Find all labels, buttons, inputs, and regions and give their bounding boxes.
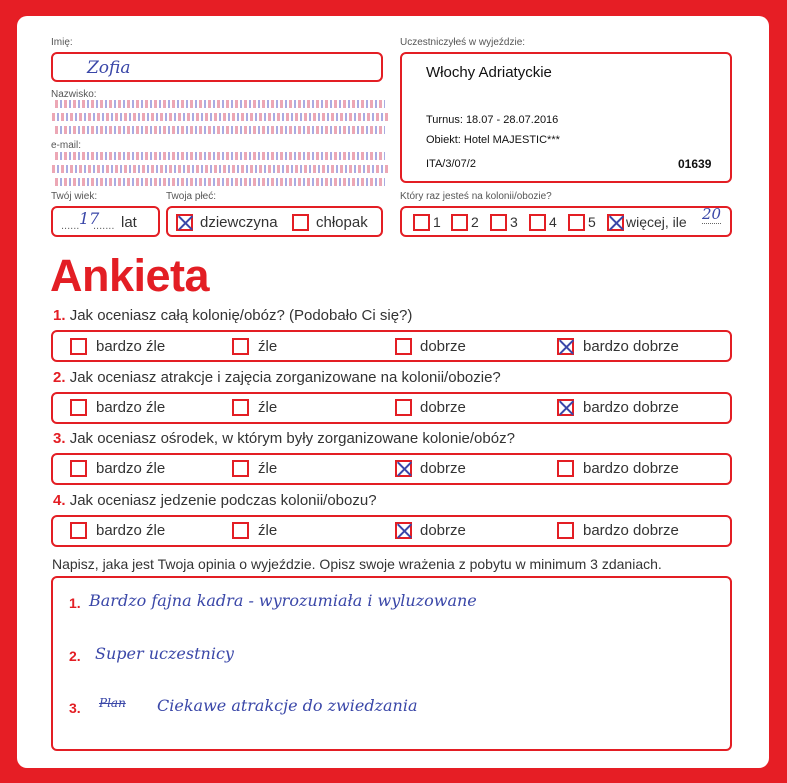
q2-checkbox-zle[interactable]: [232, 399, 249, 416]
q2-checkbox-bardzo-dobrze[interactable]: [557, 399, 574, 416]
opinion-line-2: Super uczestnicy: [95, 644, 234, 663]
q3-checkbox-zle[interactable]: [232, 460, 249, 477]
gender-label: Twoja płeć:: [166, 191, 217, 202]
times-checkbox-more[interactable]: [607, 214, 624, 231]
times-checkbox-4[interactable]: [529, 214, 546, 231]
gender-checkbox-female[interactable]: [176, 214, 193, 231]
times-checkbox-1[interactable]: [413, 214, 430, 231]
age-value: 17: [79, 209, 100, 228]
question-1: 1. Jak oceniasz całą kolonię/obóz? (Podobało Ci się?): [53, 307, 413, 324]
name-value: Zofia: [87, 58, 131, 78]
gender-male-label: chłopak: [316, 214, 368, 231]
q4-checkbox-bardzo-zle[interactable]: [70, 522, 87, 539]
times-checkbox-5[interactable]: [568, 214, 585, 231]
opinion-textarea[interactable]: 1. Bardzo fajna kadra - wyrozumiała i wyluzowane 2. Super uczestnicy 3. Plan Ciekawe atrakcje do zwiedzania: [51, 576, 732, 751]
q3-checkbox-bardzo-dobrze[interactable]: [557, 460, 574, 477]
survey-title: Ankieta: [50, 250, 210, 301]
q3-checkbox-bardzo-zle[interactable]: [70, 460, 87, 477]
q2-checkbox-dobrze[interactable]: [395, 399, 412, 416]
trip-turnus: Turnus: 18.07 - 28.07.2016: [426, 114, 559, 126]
trip-card: [400, 52, 732, 183]
times-value: 20: [702, 205, 722, 223]
age-unit: lat: [121, 214, 137, 231]
times-label: Który raz jesteś na kolonii/obozie?: [400, 191, 552, 202]
question-3: 3. Jak oceniasz ośrodek, w którym były zorganizowane kolonie/obóz?: [53, 430, 515, 447]
trip-code: ITA/3/07/2: [426, 158, 476, 170]
q4-checkbox-dobrze[interactable]: [395, 522, 412, 539]
question-4: 4. Jak oceniasz jedzenie podczas kolonii/obozu?: [53, 492, 377, 509]
opinion-line-1: Bardzo fajna kadra - wyrozumiała i wyluzowane: [89, 591, 477, 610]
surname-label: Nazwisko:: [51, 89, 97, 100]
times-checkbox-3[interactable]: [490, 214, 507, 231]
q2-checkbox-bardzo-zle[interactable]: [70, 399, 87, 416]
q4-checkbox-zle[interactable]: [232, 522, 249, 539]
age-field[interactable]: ...... 17 ....... lat: [51, 206, 160, 237]
name-label: Imię:: [51, 37, 73, 48]
gender-checkbox-male[interactable]: [292, 214, 309, 231]
trip-number: 01639: [678, 157, 712, 171]
gender-female-label: dziewczyna: [200, 214, 278, 231]
q1-checkbox-zle[interactable]: [232, 338, 249, 355]
q1-checkbox-dobrze[interactable]: [395, 338, 412, 355]
trip-title: Włochy Adriatyckie: [426, 64, 552, 81]
q1-checkbox-bardzo-zle[interactable]: [70, 338, 87, 355]
q1-checkbox-bardzo-dobrze[interactable]: [557, 338, 574, 355]
age-label: Twój wiek:: [51, 191, 98, 202]
name-field[interactable]: [51, 52, 383, 82]
opinion-line-3-struck: Plan: [99, 696, 126, 710]
opinion-prompt: Napisz, jaka jest Twoja opinia o wyjeździe. Opisz swoje wrażenia z pobytu w minimum 3 zdaniach.: [52, 556, 662, 572]
trip-label: Uczestniczyłeś w wyjeździe:: [400, 37, 526, 48]
email-label: e-mail:: [51, 140, 82, 151]
question-2: 2. Jak oceniasz atrakcje i zajęcia zorganizowane na kolonii/obozie?: [53, 369, 501, 386]
times-checkbox-2[interactable]: [451, 214, 468, 231]
q3-checkbox-dobrze[interactable]: [395, 460, 412, 477]
trip-obiekt: Obiekt: Hotel MAJESTIC***: [426, 134, 560, 146]
opinion-line-3: Ciekawe atrakcje do zwiedzania: [157, 696, 418, 715]
q4-checkbox-bardzo-dobrze[interactable]: [557, 522, 574, 539]
